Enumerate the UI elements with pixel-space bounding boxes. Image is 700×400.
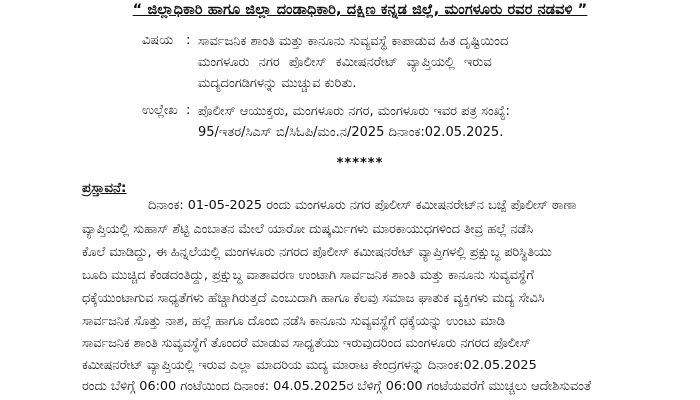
section-separator: ****** (336, 156, 384, 171)
subject-colon: : (186, 33, 191, 48)
preamble-heading: ಪ್ರಸ್ತಾವನೆ: (82, 180, 127, 196)
body-line-5: ಧಕ್ಕೆಯುಂಟಾಗುವ ಸಾಧ್ಯತೆಗಳು ಹೆಚ್ಚಾಗಿರುತ್ತದೆ ಎಂಬುದಾಗಿ ಹಾಗೂ ಕೆಲವು ಸಮಾಜ ಘಾತುಕ ವ್ಯಕ್ತಿಗಳು ಮದ್ಯ ಸೇವಿಸಿ (82, 291, 545, 306)
body-line-7: ಸಾರ್ವಜನಿಕ ಶಾಂತಿ ಸುವ್ಯವಸ್ಥೆಗೆ ತೊಂದರೆ ಮಾಡುವ ಸಾಧ್ಯತೆಯು ಇರುವುದರಿಂದ ಮಂಗಳೂರು ನಗರದ ಪೊಲೀಸ್ (82, 336, 531, 351)
body-line-1: ದಿನಾಂಕ: 01-05-2025 ರಂದು ಮಂಗಳೂರು ನಗರ ಪೊಲೀಸ್ ಕಮೀಷನರೇಟ್‌ನ ಬಜ್ಪೆ ಪೊಲೀಸ್ ಠಾಣಾ (148, 198, 577, 213)
reference-label: ಉಲ್ಲೇಖ (142, 103, 178, 118)
body-line-6: ಸಾರ್ವಜನಿಕ ಸೊತ್ತು ನಾಶ, ಹಲ್ಲೆ ಹಾಗೂ ದೊಂಬಿ ನಡೆಸಿ ಕಾನೂನು ಸುವ್ಯವಸ್ಥೆಗೆ ಧಕ್ಕೆಯನ್ನು ಉಂಟು ಮಾಡಿ (82, 314, 505, 329)
body-line-3: ಕೊಲೆ ಮಾಡಿದ್ದು, ಈ ಹಿನ್ನಲೆಯಲ್ಲಿ ಮಂಗಳೂರು ನಗರದ ಪೊಲೀಸ್ ಕಮೀಷನರೇಟ್ ವ್ಯಾಪ್ತಿಗಳಲ್ಲಿ ಪ್ರಕ್ಷುಬ್ಧ ಪರಿಸ್ಥಿತಿಯು (82, 245, 552, 260)
body-line-2: ವ್ಯಾಪ್ತಿಯಲ್ಲಿ ಸುಹಾಸ್ ಶೆಟ್ಟಿ ಎಂಬಾತನ ಮೇಲೆ ಯಾರೋ ದುಷ್ಕರ್ಮಿಗಳು ಮಾರಕಾಯುಧಗಳಿಂದ ತೀವ್ರ ಹಲ್ಲೆ ನಡೆಸಿ (82, 222, 534, 237)
body-line-4: ಬೂದಿ ಮುಚ್ಚಿದ ಕೆಂಡದಂತಿದ್ದು, ಪ್ರಕ್ಷುಬ್ಧ ವಾತಾವರಣ ಉಂಟಾಗಿ ಸಾರ್ವಜನಿಕ ಶಾಂತಿ ಮತ್ತು ಕಾನೂನು ಸುವ್ಯವಸ್ಥೆಗೆ (82, 268, 534, 283)
body-line-8: ಕಮೀಷನರೇಟ್ ವ್ಯಾಪ್ತಿಯಲ್ಲಿ ಇರುವ ಎಲ್ಲಾ ಮಾದರಿಯ ಮದ್ಯ ಮಾರಾಟ ಕೇಂದ್ರಗಳನ್ನು ದಿನಾಂಕ:02.05.2025 (82, 358, 537, 373)
subject-line-1: ಸಾರ್ವಜನಿಕ ಶಾಂತಿ ಮತ್ತು ಕಾನೂನು ಸುವ್ಯವಸ್ಥೆ ಕಾಪಾಡುವ ಹಿತ ದೃಷ್ಟಿಯಿಂದ (198, 34, 509, 49)
order-title: “ ಜಿಲ್ಲಾಧಿಕಾರಿ ಹಾಗೂ ಜಿಲ್ಲಾ ದಂಡಾಧಿಕಾರಿ, ದಕ್ಷಿಣ ಕನ್ನಡ ಜಿಲ್ಲೆ, ಮಂಗಳೂರು ರವರ ನಡವಳಿ ” (132, 2, 588, 18)
body-line-9: ರಂದು ಬೆಳಿಗ್ಗೆ 06:00 ಗಂಟೆಯಿಂದ ದಿನಾಂಕ: 04.05.2025ರ ಬೆಳಿಗ್ಗೆ 06:00 ಗಂಟೆಯವರೆಗೆ ಮುಚ್ಚಲು ಆದೇಶಿಸುವಂತೆ (82, 379, 592, 394)
reference-line-1: ಪೊಲೀಸ್ ಆಯುಕ್ತರು, ಮಂಗಳೂರು ನಗರ, ಮಂಗಳೂರು ಇವರ ಪತ್ರ ಸಂಖ್ಯೆ: (198, 104, 510, 119)
reference-line-2: 95/ಇತರ/ಸಿಎಸ್ ಬಿ/ಸಿಓಪಿ/ಮಂ.ನ/2025 ದಿನಾಂಕ:02.05.2025. (198, 125, 504, 140)
subject-label: ವಿಷಯ (142, 33, 174, 48)
subject-line-3: ಮದ್ಯದಂಗಡಿಗಳನ್ನು ಮುಚ್ಚುವ ಕುರಿತು. (198, 76, 357, 91)
reference-colon: : (186, 103, 191, 118)
subject-line-2: ಮಂಗಳೂರು ನಗರ ಪೊಲೀಸ್ ಕಮೀಷನರೇಟ್ ವ್ಯಾಪ್ತಿಯಲ್ಲಿ ಇರುವ (198, 55, 492, 70)
